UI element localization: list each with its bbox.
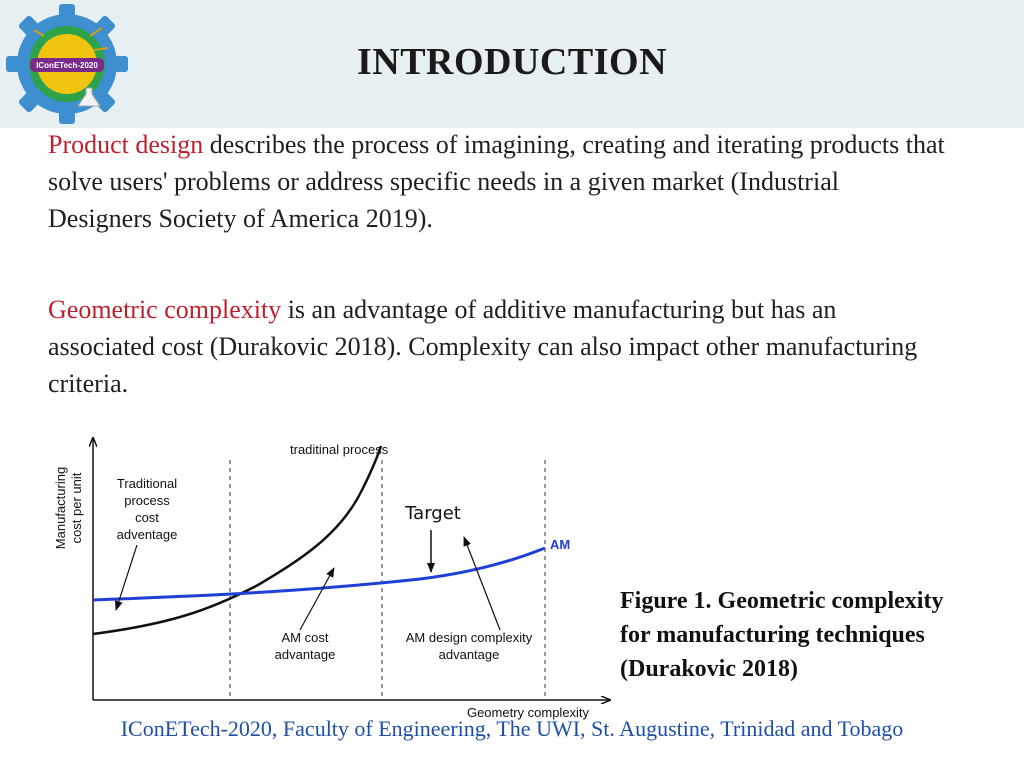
arrow-am-cost — [300, 568, 334, 630]
term-product-design: Product design — [48, 130, 204, 159]
paragraph-geometric-complexity — [48, 291, 948, 402]
figure-chart — [40, 420, 620, 720]
arrow-am-design — [464, 537, 500, 630]
target-label: Target — [405, 503, 461, 524]
y-axis-label: cost per unit — [69, 472, 84, 544]
trad-adv-label: Traditional — [116, 476, 178, 491]
term-geometric-complexity: Geometric complexity — [48, 295, 282, 324]
y-axis-label: Manufacturing — [53, 466, 68, 550]
arrow-trad-adv — [116, 545, 137, 610]
am-curve — [93, 548, 545, 600]
paragraph-product-design — [48, 126, 948, 237]
traditional-process-label: traditinal process — [290, 442, 389, 457]
am-design-adv-label: AM design complexity — [405, 630, 533, 645]
paragraph-text: describes the process of imagining, creating and iterating products that solve users' problems or address specific needs in a given market (Industrial Designers Society of America 2019). — [48, 130, 945, 233]
am-cost-adv-label: advantage — [274, 647, 336, 662]
footer-text: IConETech-2020, Faculty of Engineering, The UWI, St. Augustine, Trinidad and Tobago — [120, 716, 904, 741]
am-design-adv-label: advantage — [438, 647, 500, 662]
trad-adv-label: cost — [135, 510, 159, 525]
x-axis-label: Geometry complexity — [466, 705, 590, 720]
logo-text: IConETech-2020 — [36, 61, 98, 70]
page-title: INTRODUCTION — [356, 41, 668, 83]
trad-adv-label: adventage — [116, 527, 178, 542]
figure-caption: Figure 1. Geometric complexity for manufacturing techniques (Durakovic 2018) — [620, 588, 944, 682]
am-cost-adv-label: AM cost — [281, 630, 329, 645]
trad-adv-label: process — [124, 493, 170, 508]
paragraph-text: is an advantage of additive manufacturing but has an associated cost (Durakovic 2018). Complexity can also impact other manufacturing criteria. — [48, 295, 918, 398]
am-curve-label: AM — [550, 537, 571, 552]
